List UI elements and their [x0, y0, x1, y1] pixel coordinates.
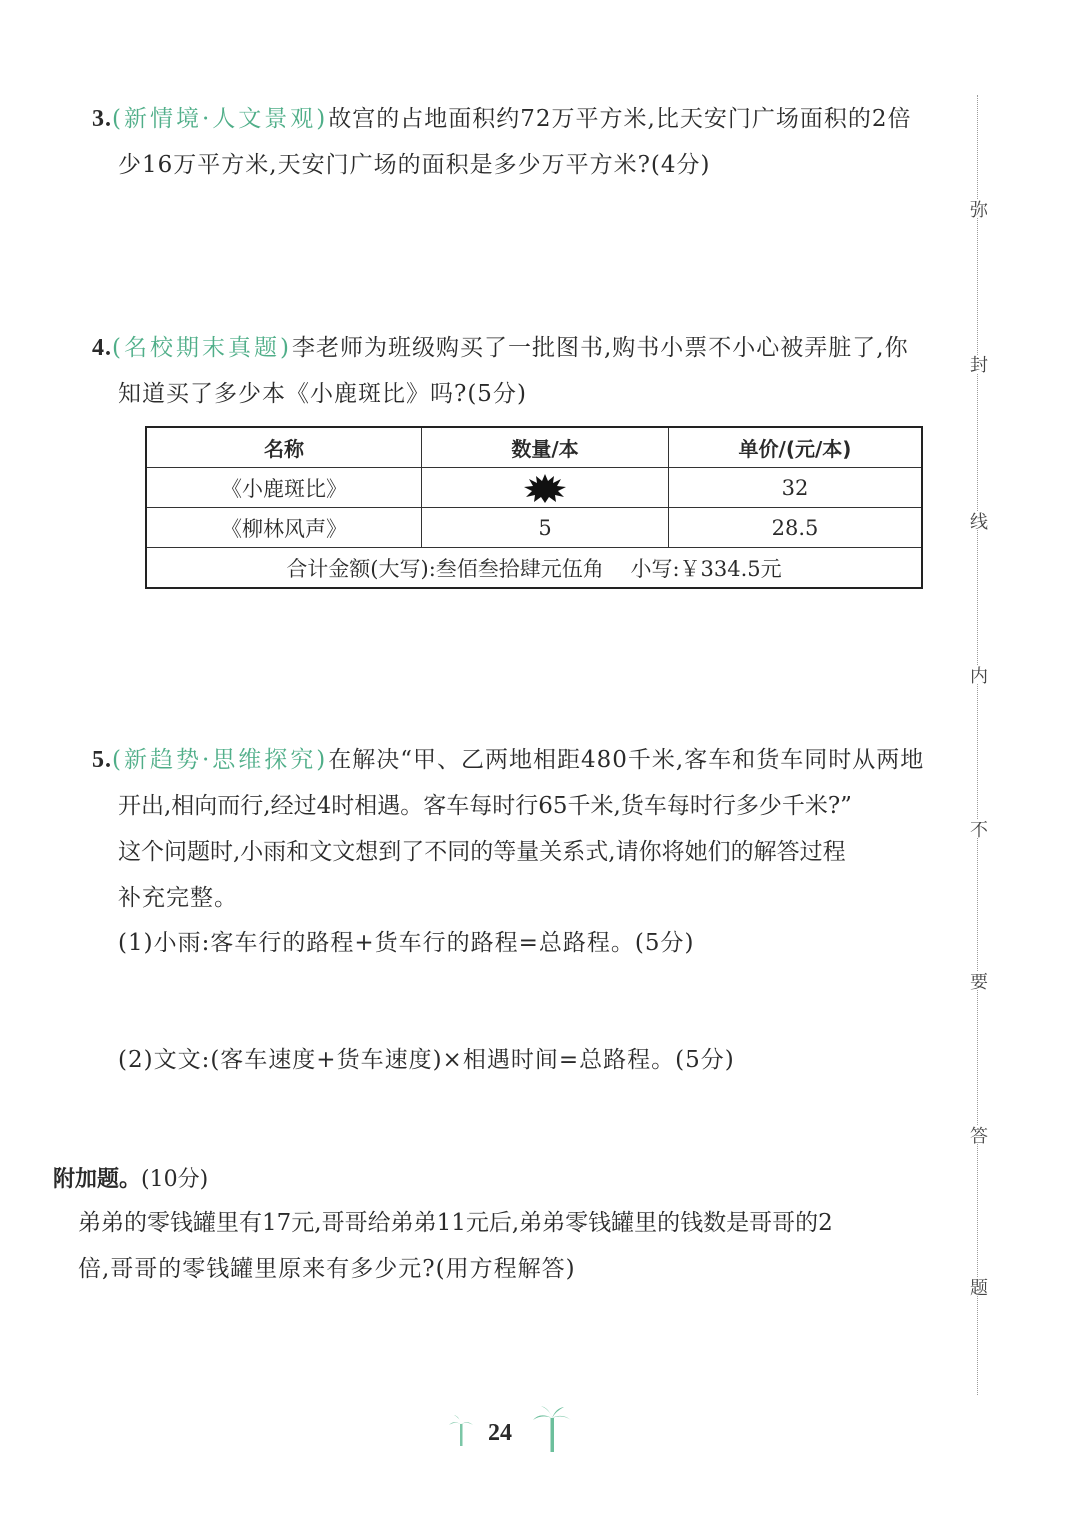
header-unit-price: 单价/(元/本): [669, 427, 923, 468]
q5-line4: 补充完整。: [118, 885, 238, 911]
extra-line1: 弟弟的零钱罐里有17元,哥哥给弟弟11元后,弟弟零钱罐里的钱数是哥哥的2: [78, 1210, 833, 1236]
extra-title: [53, 1162, 208, 1193]
extra-score: (10分): [141, 1167, 209, 1192]
margin-char: 封: [967, 355, 988, 373]
extra-title-text: 附加题。: [53, 1167, 142, 1192]
cell-price: 28.5: [669, 508, 923, 548]
q3-line1: [92, 104, 912, 134]
cell-quantity-stained: [422, 468, 669, 508]
page-number: 24: [488, 1420, 512, 1446]
margin-char: 内: [967, 666, 988, 684]
extra-line2: 倍,哥哥的零钱罐里原来有多少元?(用方程解答): [78, 1256, 576, 1282]
cell-title: 《小鹿斑比》: [146, 468, 422, 508]
binding-line: [977, 95, 978, 1395]
margin-char: 要: [967, 972, 988, 990]
margin-char: 题: [967, 1278, 988, 1296]
q3-tag: (新情境·人文景观): [112, 106, 329, 132]
cell-price: 32: [669, 468, 923, 508]
header-name: 名称: [146, 427, 422, 468]
q5-line3: 这个问题时,小雨和文文想到了不同的等量关系式,请你将她们的解答过程: [118, 839, 846, 865]
q4-line2: 知道买了多少本《小鹿斑比》吗?(5分): [118, 381, 527, 407]
margin-char: 不: [967, 820, 988, 838]
header-quantity: 数量/本: [422, 427, 669, 468]
margin-char: 线: [967, 512, 988, 530]
receipt-table: [145, 426, 923, 589]
table-total-row: [146, 548, 922, 589]
q4-text1: 李老师为班级购买了一批图书,购书小票不小心被弄脏了,你: [291, 335, 909, 361]
q3-text1: 故宫的占地面积约72万平方米,比天安门广场面积的2倍: [328, 106, 912, 132]
q5-line1: [92, 745, 925, 775]
q5-tag: (新趋势·思维探究): [112, 747, 329, 773]
palm-tree-icon: [532, 1404, 572, 1454]
q4-line1: [92, 333, 909, 363]
q3-line2: 少16万平方米,天安门广场的面积是多少万平方米?(4分): [118, 152, 711, 178]
margin-char: 弥: [967, 200, 988, 218]
table-row: [146, 508, 922, 548]
q5-sub1: (1)小雨:客车行的路程+货车行的路程=总路程。(5分): [118, 930, 695, 956]
table-header-row: [146, 427, 922, 468]
q4-tag: (名校期末真题): [112, 335, 292, 361]
q5-line2: 开出,相向而行,经过4时相遇。客车每时行65千米,货车每时行多少千米?”: [118, 793, 852, 819]
ink-stain-icon: [523, 473, 567, 503]
margin-char: 答: [967, 1126, 988, 1144]
cell-title: 《柳林风声》: [146, 508, 422, 548]
q5-number: 5.: [92, 747, 112, 773]
q5-text1: 在解决“甲、乙两地相距480千米,客车和货车同时从两地: [328, 747, 925, 773]
cell-quantity: 5: [422, 508, 669, 548]
q4-number: 4.: [92, 335, 112, 361]
total-amount: 合计金额(大写):叁佰叁拾肆元伍角 小写:￥334.5元: [146, 548, 922, 589]
q5-sub2: (2)文文:(客车速度+货车速度)×相遇时间=总路程。(5分): [118, 1047, 735, 1073]
q3-number: 3.: [92, 106, 112, 132]
table-row: [146, 468, 922, 508]
